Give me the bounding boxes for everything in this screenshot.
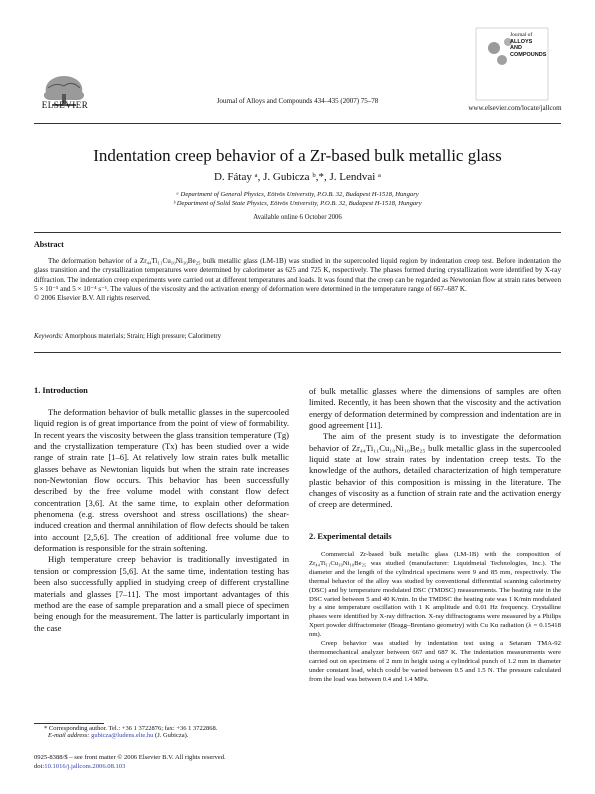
header-rule [34,123,561,124]
journal-logo [474,26,550,102]
issn-line: 0925-8388/$ – see front matter © 2006 Elsevier B.V. All rights reserved. [34,754,226,761]
journal-logo-line: AND COMPOUNDS [510,45,547,58]
footnote-email [34,732,289,739]
abstract-copyright: © 2006 Elsevier B.V. All rights reserved. [34,294,151,303]
doi-link[interactable]: 10.1016/j.jallcom.2006.08.103 [44,763,126,770]
publisher-name: ELSEVIER [41,100,89,110]
keywords [34,333,561,340]
experimental-paragraph-2: Creep behavior was studied by indentation test using a Setaram TMA-92 thermomechanical analyzer between 667 and 687 K. The indentation measurements were carried out on specimens of 2 mm in height using a cylindrical punch of 1.2 mm in diameter under constant load, which could be varied between 0.5 and 1.5 N. The pressure calculated from the load was between 0.4 and 1.4 MPa. [309,640,561,683]
footnote-email-suffix: (J. Gubicza). [155,732,189,739]
section-heading-experimental: 2. Experimental details [309,532,392,541]
abstract-bottom-rule [34,352,561,353]
section-heading-introduction: 1. Introduction [34,386,88,395]
journal-logo-line: ALLOYS [510,38,533,45]
experimental-paragraph-1: Commercial Zr-based bulk metallic glass (LM-1B) with the composition of Zr₄₄Ti₁₁Cu₁₀Ni₁₀Be₂₅ was studied (manufacturer: Liquidmetal Technologies, Inc.). The diameter and the length of the cylindrical specimens were 9 and 85 mm, respectively. The thermal behavior of the alloy was studied by conventional differential scanning calorimetry (DSC) and by temperature modulated DSC (TMDSC) measurements. The heating rate in the DSC varied between 5 and 40 K/min. In the TMDSC the heating rate was 1 K/min modulated by a sine temperature oscillation with 1 K amplitude and 0.01 Hz frequency. Crystalline phases were identified by X-ray diffraction. X-ray diffractograms were measured by a Philips Xpert powder diffractometer (Bragg–Brentano geometry) with Cu Kα radiation (λ = 0.15418 nm). [309,551,561,639]
experimental-body [309,551,561,685]
journal-url[interactable]: www.elsevier.com/locate/jallcom [468,104,562,112]
abstract-body [34,257,561,304]
abstract-text: The deformation behavior of a Zr₄₄Ti₁₁Cu₁₀Ni₁₀Be₂₅ bulk metallic glass (LM-1B) was studied in the supercooled liquid region by indentation creep test. Before indentation the glass transition and the crystallization temperatures were determined by calorimeter as 625 and 725 K, respectively. The phases formed during crystallization were identified by X-ray diffraction. The indentation creep experiments were carried out at different temperatures and loads. It was found that the creep can be regarded as Newtonian flow at strain rates between 5 × 10⁻⁵ and 5 × 10⁻⁴ s⁻¹. The values of the viscosity and the activation energy of deformation were determined in the temperature range of 667–687 K. [34,257,561,294]
footnote-email-link[interactable]: gubicza@ludens.elte.hu [91,732,154,739]
intro-paragraph-1: The deformation behavior of bulk metallic glasses in the supercooled liquid region is of great importance from the point of view of formability. In recent years the viscosity between the glass transition temperature (Tg) and the crystallization temperature (Tx) has been studied over a wide range of strain rate [1–6]. At relatively low strain rates bulk metallic glasses behave as Newtonian liquids but when the strain rate increases non-Newtonian flow occurs. This behavior has been successfully described by the free volume model with constant flow defect concentration [3,6]. At the same time, to explain other deformation phenomena (e.g. stress overshoot and stress oscillations) the shear-induced creation and thermal annihilation of flow defects should be taken into account [2,5,6]. The creation of additional free volume due to deformation is responsible for the strain softening. [34,407,289,554]
footnote [34,725,289,739]
journal-reference: Journal of Alloys and Compounds 434–435 (2007) 75–78 [216,97,379,105]
intro-paragraph-2: High temperature creep behavior is traditionally investigated in tension or compression [5,6]. At the same time, indentation testing has been also successfully applied in studying creep of different crystalline materials and glasses [7–11]. The most important advantages of this method are the ease of sample preparation and a small piece of specimen being enough for the measurement. The latter is particularly important in the case [34,554,289,633]
affiliation-a: ᵃ Department of General Physics, Eötvös University, P.O.B. 32, Budapest H-1518, Hungary [176,191,419,198]
footnote-rule [34,723,104,724]
footnote-email-label: E-mail address: [48,732,90,739]
keywords-label: Keywords: [34,333,64,340]
article-authors: D. Fátay ᵃ, J. Gubicza ᵇ,*, J. Lendvai ᵃ [213,171,382,183]
intro-continued [309,386,561,511]
intro-paragraph-3: of bulk metallic glasses where the dimensions of samples are often limited. Recently, it has been shown that the viscosity and the activation energy of deformation determined by compression and indentation are in good agreement [11]. [309,386,561,431]
abstract-top-rule [34,232,561,233]
doi-line [34,763,125,770]
intro-paragraph [34,407,289,634]
available-online: Available online 6 October 2006 [253,214,342,221]
journal-logo-text [510,32,550,58]
affiliation-b: ᵇ Department of Solid State Physics, Eötvös University, P.O.B. 32, Budapest H-1518, Hungary [173,200,422,207]
journal-logo-line: Journal of [510,32,533,38]
doi-label: doi: [34,763,45,770]
intro-paragraph-4: The aim of the present study is to investigate the deformation behavior of Zr₄₄Ti₁₁Cu₁₀Ni₁₀Be₂₅ bulk metallic glass in the supercooled liquid state at low strain rates by indentation creep tests. To the knowledge of the authors, detailed characterization of high temperature plastic behavior of this composition is missing in the literature. The changes of viscosity as a function of strain rate and the activation energy of creep are determined. [309,431,561,510]
footnote-corresponding: * Corresponding author. Tel.: +36 1 3722876; fax: +36 1 3722868. [44,725,218,732]
abstract-heading: Abstract [34,240,64,249]
keywords-list: Amorphous materials; Strain; High pressure; Calorimetry [64,333,222,340]
article-title: Indentation creep behavior of a Zr-based bulk metallic glass [93,146,502,165]
